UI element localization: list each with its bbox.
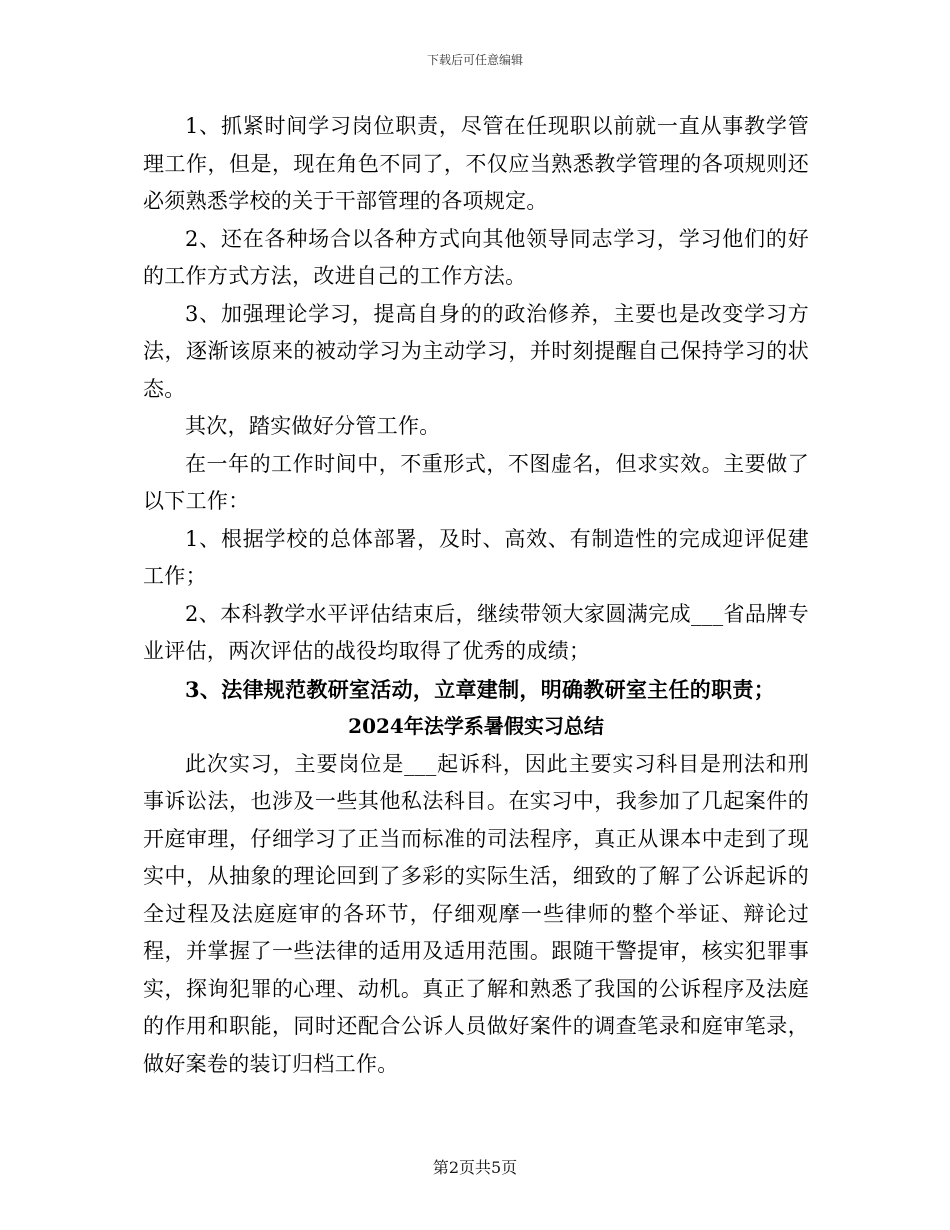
paragraph-evaluation: 1、根据学校的总体部署，及时、高效、有制造性的完成迎评促建工作； xyxy=(143,526,809,588)
paragraph-year-work: 在一年的工作时间中，不重形式，不图虚名，但求实效。主要做了以下工作： xyxy=(143,451,809,513)
paragraph-brand-evaluation: 2、本科教学水平评估结束后，继续带领大家圆满完成___省品牌专业评估，两次评估的战役均取得了优秀的成绩； xyxy=(143,601,809,663)
paragraph-theory-study: 3、加强理论学习，提高自身的的政治修养，主要也是改变学习方法，逐渐该原来的被动学习为主动学习，并时刻提醒自己保持学习的状态。 xyxy=(143,301,809,401)
paragraph-teaching-office: 3、法律规范教研室活动，立章建制，明确教研室主任的职责； xyxy=(185,676,776,702)
section-title: 2024年法学系暑假实习总结 xyxy=(348,714,604,738)
paragraph-study-duties: 1、抓紧时间学习岗位职责，尽管在任现职以前就一直从事教学管理工作，但是，现在角色不同了，不仅应当熟悉教学管理的各项规则还必须熟悉学校的关于干部管理的各项规定。 xyxy=(143,114,809,213)
paragraph-secondly: 其次，踏实做好分管工作。 xyxy=(185,414,441,438)
paragraph-internship-summary: 此次实习，主要岗位是___起诉科，因此主要实习科目是刑法和刑事诉讼法，也涉及一些其他私法科目。在实习中，我参加了几起案件的开庭审理，仔细学习了正当而标准的司法程序，真正从课本中走到了现实中，从抽象的理论回到了多彩的实际生活，细致的了解了公诉起诉的全过程及法庭庭审的各环节，仔细观摩一些律师的整个举证、辩论过程，并掌握了一些法律的适用及适用范围。跟随干警提审，核实犯罪事实，探询犯罪的心理、动机。真正了解和熟悉了我国的公诉程序及法庭的作用和职能，同时还配合公诉人员做好案件的调查笔录和庭审笔录，做好案卷的装订归档工作。 xyxy=(143,751,809,1076)
page-header: 下载后可任意编辑 xyxy=(426,53,523,67)
document-body xyxy=(143,108,809,1083)
paragraph-learn-from-leaders: 2、还在各种场合以各种方式向其他领导同志学习，学习他们的好的工作方式方法，改进自己的工作方法。 xyxy=(143,226,809,288)
page-number: 第2页共5页 xyxy=(432,1158,518,1177)
